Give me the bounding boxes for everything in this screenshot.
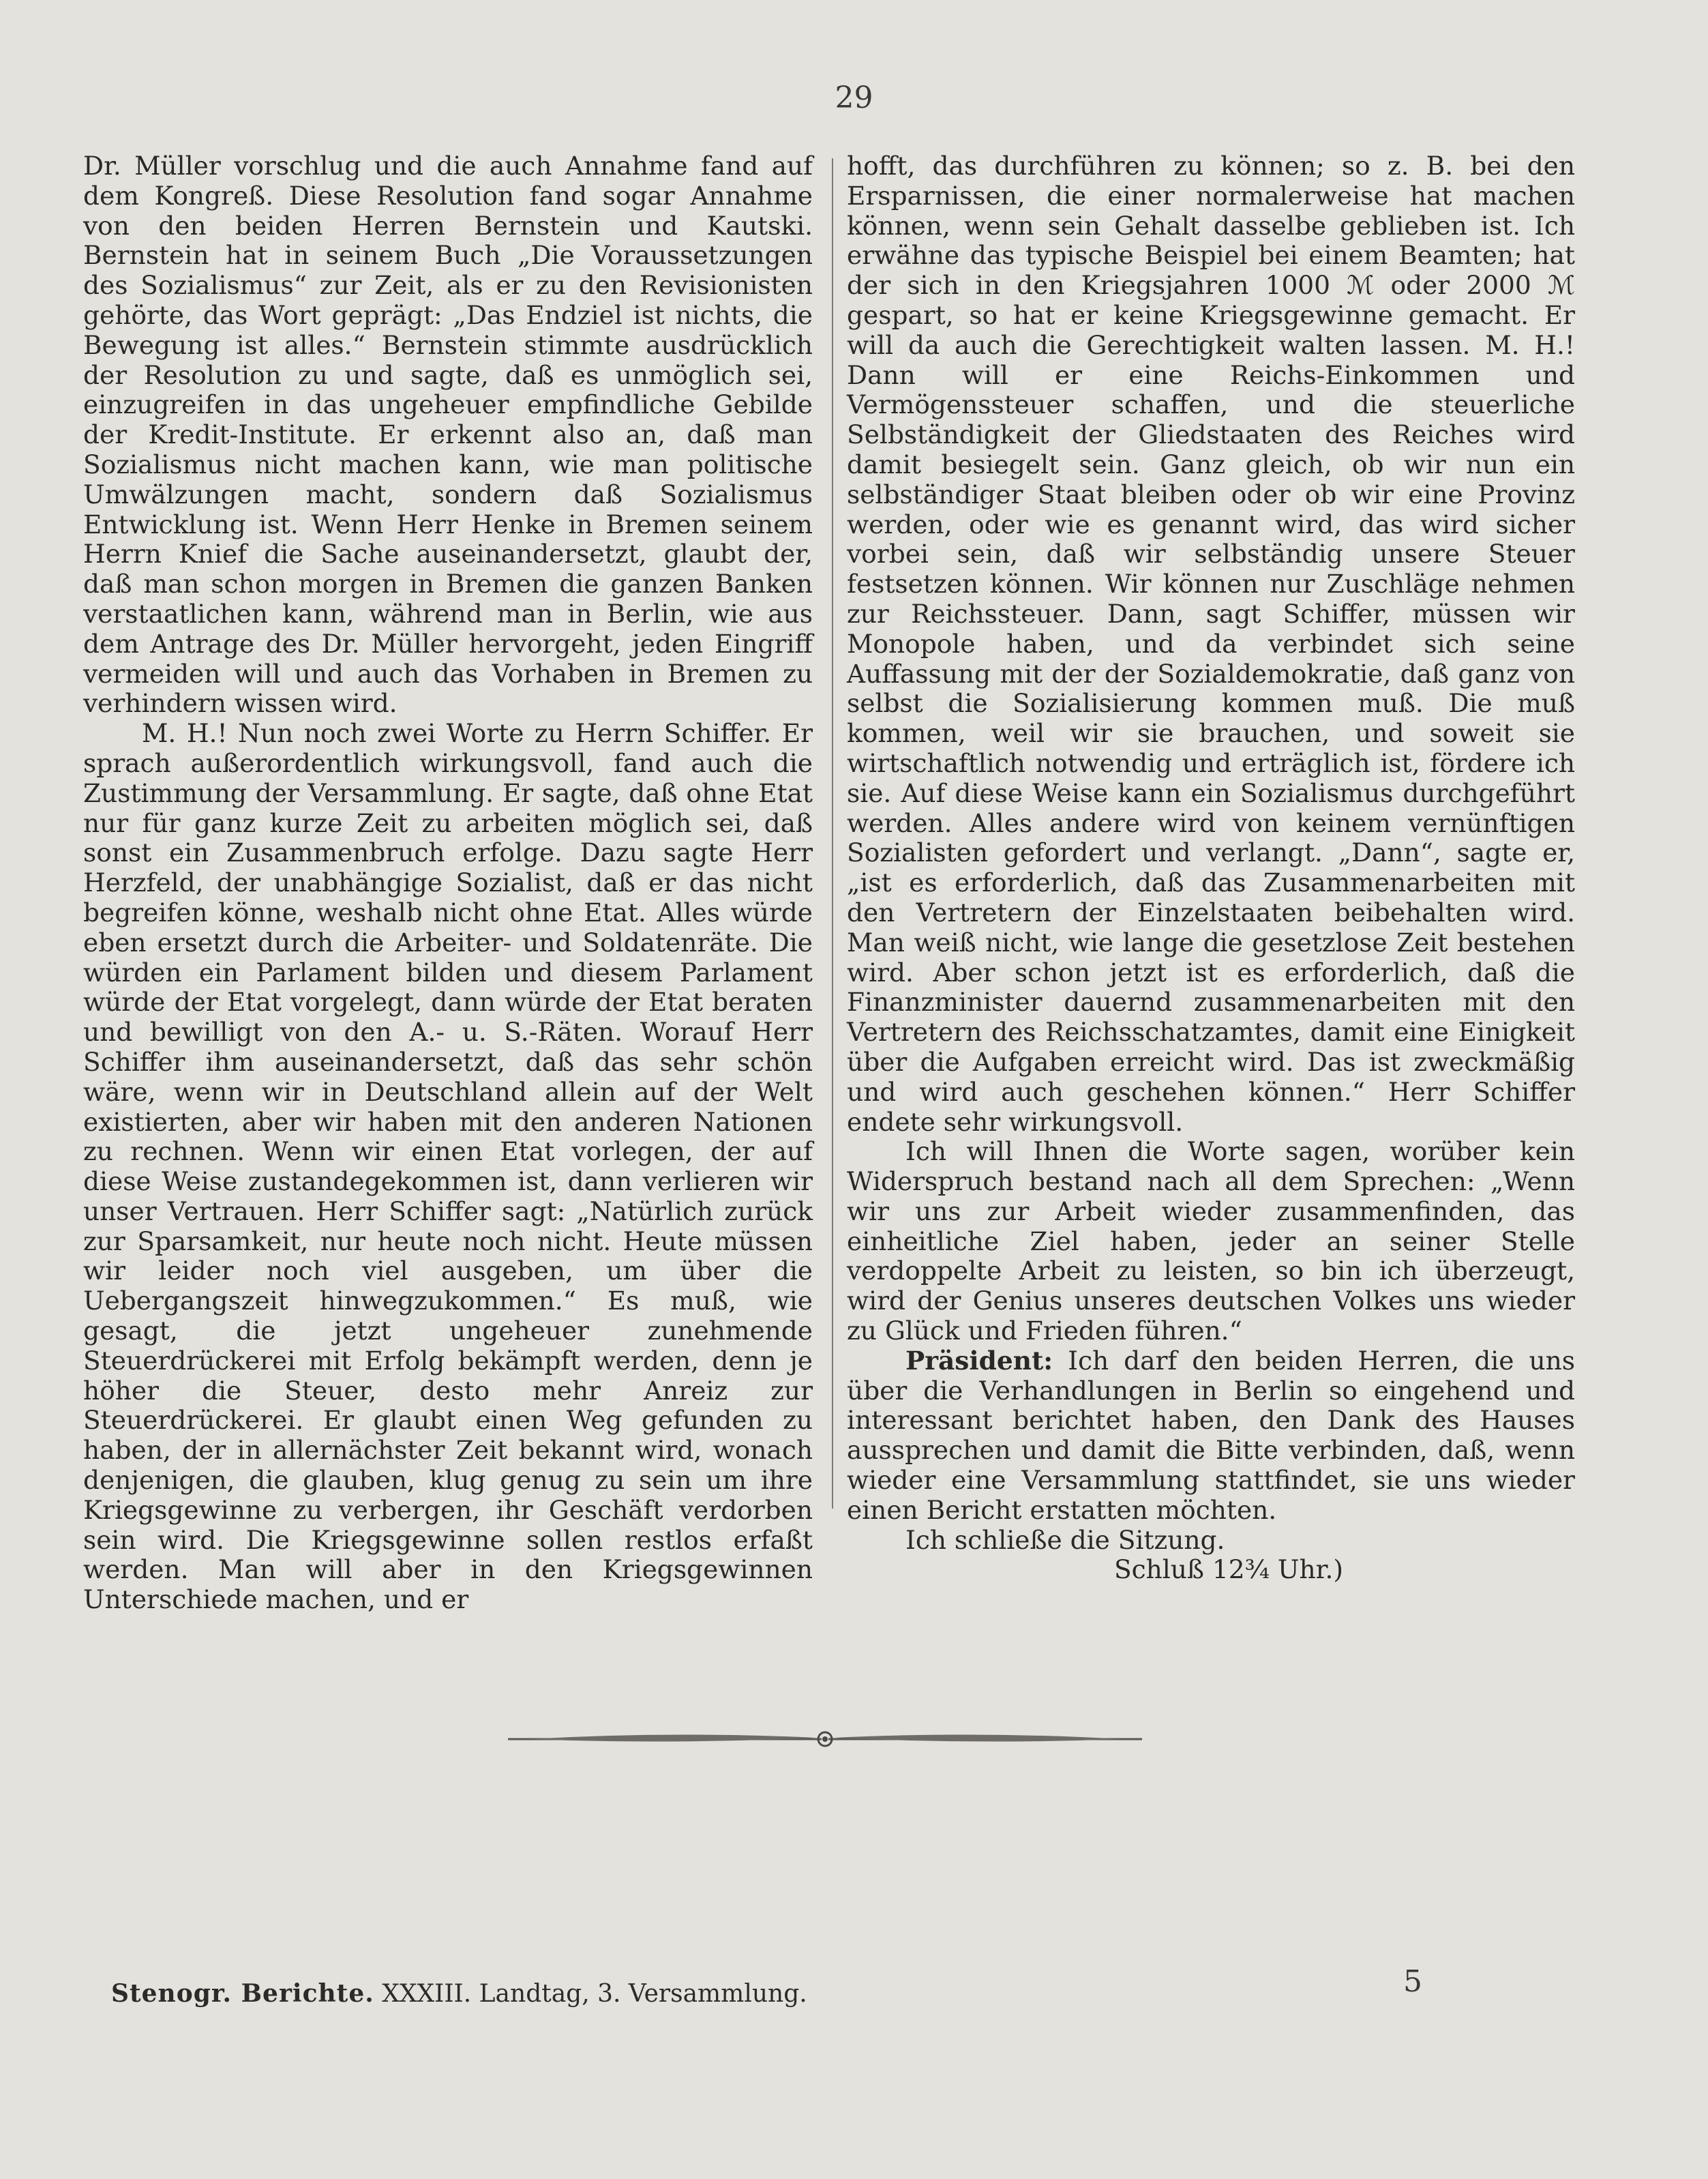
closing-statement: Ich schließe die Sitzung. xyxy=(905,1524,1225,1555)
left-paragraph-2: M. H.! Nun noch zwei Worte zu Herrn Schiffer. Er sprach außerordentlich wirkungsvoll, fand auch die Zustimmung der Versammlung. Er sagte, daß ohne Etat nur für ganz kurze Zeit zu arbeiten möglich sei, daß sonst ein Zusammenbruch erfolge. Dazu sagte Herr Herzfeld, der unabhängige Sozialist, daß er das nicht begreifen könne, weshalb nicht ohne Etat. Alles würde eben ersetzt durch die Arbeiter- und Soldatenräte. Die würden ein Parlament bilden und diesem Parlament würde der Etat vorgelegt, dann würde der Etat beraten und bewilligt von den A.- u. S.-Räten. Worauf Herr Schiffer ihm auseinandersetzt, daß das sehr schön wäre, wenn wir in Deutschland allein auf der Welt existierten, aber wir haben mit den anderen Nationen zu rechnen. Wenn wir einen Etat vorlegen, der auf diese Weise zustandegekommen ist, dann verlieren wir unser Vertrauen. Herr Schiffer sagt: „Natürlich zurück zur Sparsamkeit, nur heute noch nicht. Heute müssen wir leider noch viel ausgeben, um über die Uebergangszeit hinwegzukommen.“ Es muß, wie gesagt, die jetzt ungeheuer zunehmende Steuerdrückerei mit Erfolg bekämpft werden, denn je höher die Steuer, desto mehr Anreiz zur Steuerdrückerei. Er glaubt einen Weg gefunden zu haben, der in allernächster Zeit bekannt wird, wonach denjenigen, die glauben, klug genug zu sein um ihre Kriegsgewinne zu verbergen, ihr Geschäft verdorben sein wird. Die Kriegsgewinne sollen restlos erfaßt werden. Man will aber in den Kriegsgewinnen Unterschiede machen, und er xyxy=(83,718,813,1615)
ornament-divider xyxy=(501,1719,1149,1760)
sheet-number: 5 xyxy=(1403,1964,1422,1999)
right-column xyxy=(847,151,1575,1585)
footer xyxy=(111,1979,807,2008)
left-paragraph-1: Dr. Müller vorschlug und die auch Annahme fand auf dem Kongreß. Diese Resolution fand sogar Annahme von den beiden Herren Bernstein und Kautski. Bernstein hat in seinem Buch „Die Voraussetzungen des Sozialismus“ zur Zeit, als er zu den Revisionisten gehörte, das Wort geprägt: „Das Endziel ist nichts, die Bewegung ist alles.“ Bernstein stimmte ausdrücklich der Resolution zu und sagte, daß es unmöglich sei, einzugreifen in das ungeheuer empfindliche Gebilde der Kredit-Institute. Er erkennt also an, daß man Sozialismus nicht machen kann, wie man politische Umwälzungen macht, sondern daß Sozialismus Entwicklung ist. Wenn Herr Henke in Bremen seinem Herrn Knief die Sache auseinandersetzt, glaubt der, daß man schon morgen in Bremen die ganzen Banken verstaatlichen kann, während man in Berlin, wie aus dem Antrage des Dr. Müller hervorgeht, jeden Eingriff vermeiden will und auch das Vorhaben in Bremen zu verhindern wissen wird. xyxy=(83,151,813,719)
president-text: Ich darf den beiden Herren, die uns über die Verhandlungen in Berlin so eingehend und interessant berichtet haben, den Dank des Hauses aussprechen und damit die Bitte verbinden, daß, wenn wieder eine Versammlung stattfindet, sie uns wieder einen Bericht erstatten möchten. xyxy=(847,1345,1575,1525)
page-number: 29 xyxy=(835,80,873,115)
footer-details: XXXIII. Landtag, 3. Versammlung. xyxy=(374,1980,807,2008)
footer-journal: Stenogr. Berichte. xyxy=(111,1979,374,2008)
left-column xyxy=(83,151,813,1615)
president-label: Präsident: xyxy=(905,1345,1053,1376)
right-paragraph-1: hofft, das durchführen zu können; so z. B. bei den Ersparnissen, die einer normalerweise hat machen können, wenn sein Gehalt dasselbe geblieben ist. Ich erwähne das typische Beispiel bei einem Beamten; hat der sich in den Kriegsjahren 1000 ℳ oder 2000 ℳ gespart, so hat er keine Kriegsgewinne gemacht. Er will da auch die Gerechtigkeit walten lassen. M. H.! Dann will er eine Reichs-Einkommen und Vermögenssteuer schaffen, und die steuerliche Selbständigkeit der Gliedstaaten des Reiches wird damit besiegelt sein. Ganz gleich, ob wir nun ein selbständiger Staat bleiben oder ob wir eine Provinz werden, oder wie es genannt wird, das wird sicher vorbei sein, daß wir selbständig unsere Steuer festsetzen können. Wir können nur Zuschläge nehmen zur Reichssteuer. Dann, sagt Schiffer, müssen wir Monopole haben, und da verbindet sich seine Auffassung mit der der Sozialdemokratie, daß ganz von selbst die Sozialisierung kommen muß. Die muß kommen, weil wir sie brauchen, und soweit sie wirtschaftlich notwendig und erträglich ist, fördere ich sie. Auf diese Weise kann ein Sozialismus durchgeführt werden. Alles andere wird von keinem vernünftigen Sozialisten gefordert und verlangt. „Dann“, sagte er, „ist es erforderlich, daß das Zusammenarbeiten mit den Vertretern der Einzelstaaten beibehalten wird. Man weiß nicht, wie lange die gesetzlose Zeit bestehen wird. Aber schon jetzt ist es erforderlich, daß die Finanzminister dauernd zusammenarbeiten mit den Vertretern des Reichsschatzamtes, damit eine Einigkeit über die Aufgaben erreicht wird. Das ist zweckmäßig und wird auch geschehen können.“ Herr Schiffer endete sehr wirkungsvoll. xyxy=(847,151,1575,1137)
president-statement xyxy=(847,1346,1575,1526)
column-divider xyxy=(832,158,833,1509)
session-end: Schluß 12¾ Uhr.) xyxy=(1113,1554,1343,1585)
right-paragraph-2: Ich will Ihnen die Worte sagen, worüber kein Widerspruch bestand nach all dem Sprechen: „Wenn wir uns zur Arbeit wieder zusammenfinden, das einheitliche Ziel haben, jeder an seiner Stelle verdoppelte Arbeit zu leisten, so bin ich überzeugt, wird der Genius unseres deutschen Volkes uns wieder zu Glück und Frieden führen.“ xyxy=(847,1136,1575,1346)
